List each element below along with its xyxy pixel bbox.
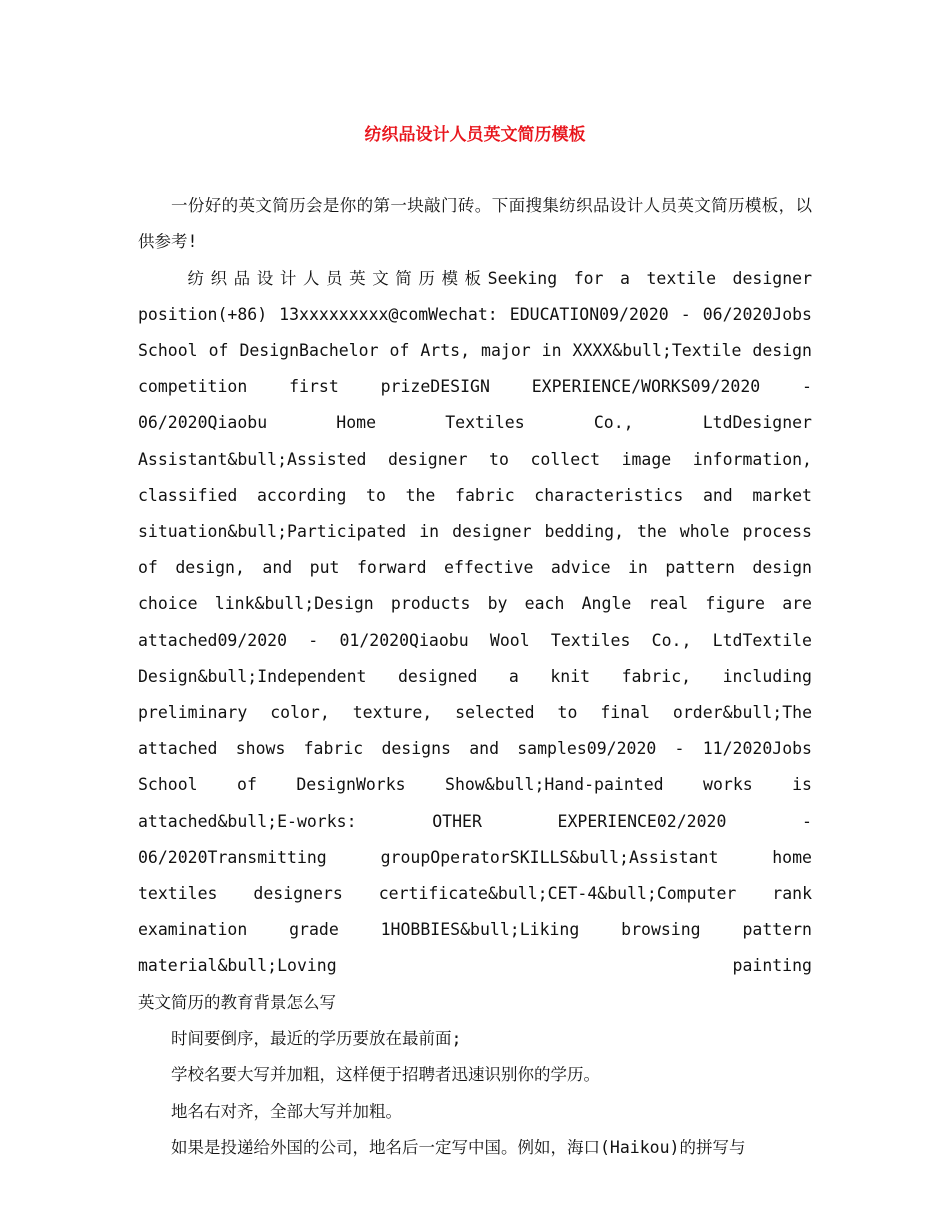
tip-paragraph-4: 如果是投递给外国的公司，地名后一定写中国。例如，海口(Haikou)的拼写与 <box>171 1137 746 1157</box>
document-body <box>138 188 812 1166</box>
tip-paragraph-2: 学校名要大写并加粗，这样便于招聘者迅速识别你的学历。 <box>171 1065 600 1085</box>
document-title: 纺织品设计人员英文简历模板 <box>364 125 586 145</box>
section-heading: 英文简历的教育背景怎么写 <box>138 992 336 1012</box>
tip-paragraph-3: 地名右对齐，全部大写并加粗。 <box>171 1101 402 1121</box>
intro-paragraph: 一份好的英文简历会是你的第一块敲门砖。下面搜集纺织品设计人员英文简历模板，以供参考! <box>138 196 812 252</box>
tip-paragraph-1: 时间要倒序，最近的学历要放在最前面; <box>171 1028 462 1048</box>
resume-template-paragraph: 纺织品设计人员英文简历模板Seeking for a textile designer position(+86) 13xxxxxxxxx@comWechat: EDUCATION09/2020 - 06/2020Jobs School of DesignBachelor of Arts, major in XXXX&bull;Textile design competition first prizeDESIGN EXPERIENCE/WORKS09/2020 - 06/2020Qiaobu Home Textiles Co., LtdDesigner Assistant&bull;Assisted designer to collect image information, classified according to the fabric characteristics and market situation&bull;Participated in designer bedding, the whole process of design, and put forward effective advice in pattern design choice link&bull;Design products by each Angle real figure are attached09/2020 - 01/2020Qiaobu Wool Textiles Co., LtdTextile Design&bull;Independent designed a knit fabric, including preliminary color, texture, selected to final order&bull;The attached shows fabric designs and samples09/2020 - 11/2020Jobs School of DesignWorks Show&bull;Hand-painted works is attached&bull;E-works: OTHER EXPERIENCE02/2020 - 06/2020Transmitting groupOperatorSKILLS&bull;Assistant home textiles designers certificate&bull;CET-4&bull;Computer rank examination grade 1HOBBIES&bull;Liking browsing pattern material&bull;Loving painting <box>138 268 812 976</box>
